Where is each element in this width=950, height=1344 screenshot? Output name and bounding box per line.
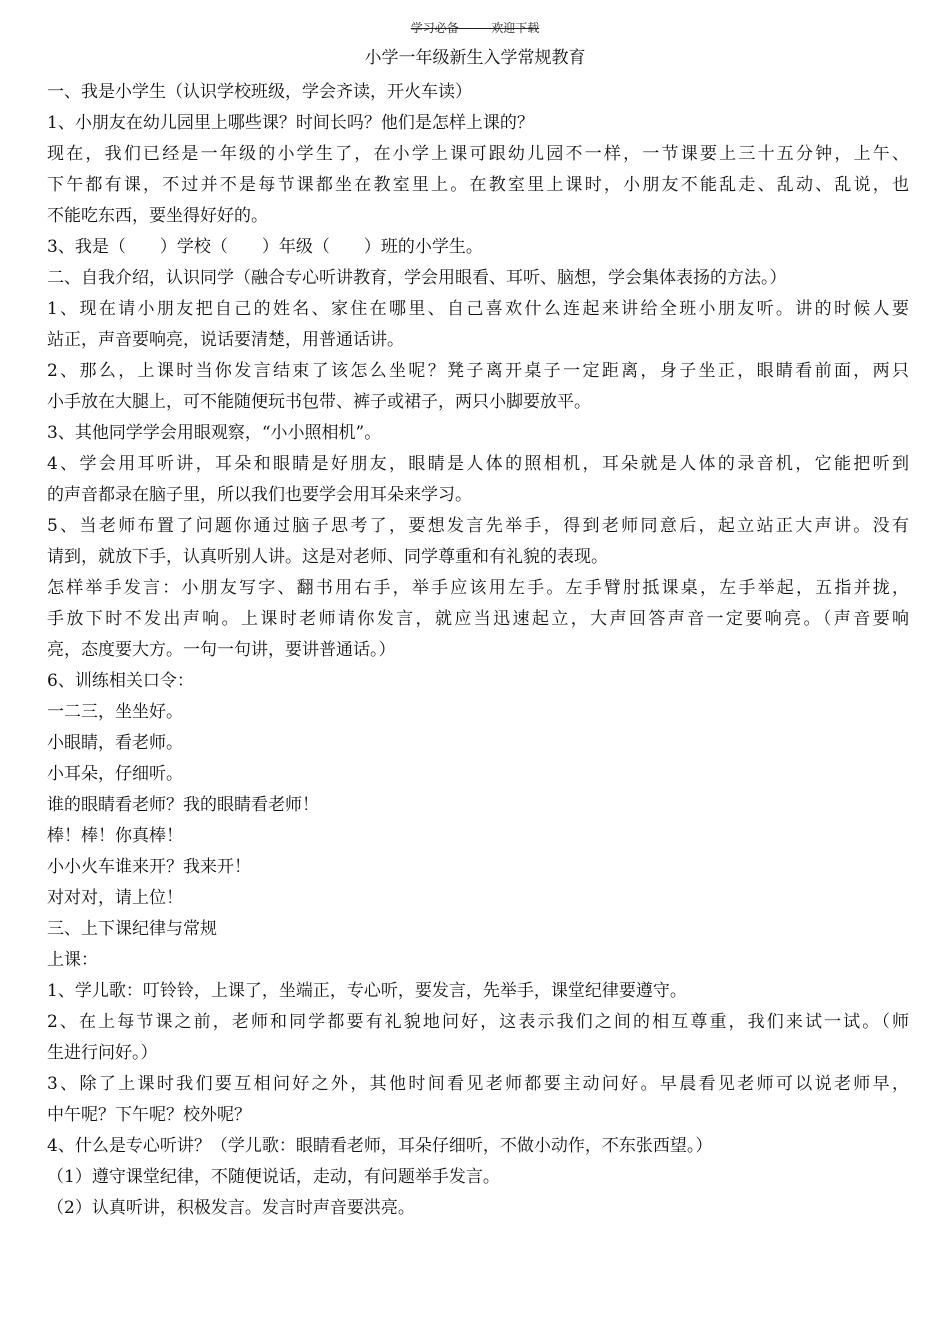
text-line: （2）认真听讲，积极发言。发言时声音要洪亮。 xyxy=(47,1198,415,1218)
text-line: 小手放在大腿上，可不能随便玩书包带、裤子或裙子，两只小脚要放平。 xyxy=(47,392,591,412)
text-line: 亮，态度要大方。一句一句讲，要讲普通话。） xyxy=(47,640,396,660)
text-line: 的声音都录在脑子里，所以我们也要学会用耳朵来学习。 xyxy=(47,485,472,505)
text-line: 二、自我介绍，认识同学（融合专心听讲教育，学会用眼看、耳听、脑想，学会集体表扬的方法。） xyxy=(47,268,787,288)
text-line: 小小火车谁来开？我来开！ xyxy=(47,857,251,877)
text-line: 1、现在请小朋友把自己的姓名、家住在哪里、自己喜欢什么连起来讲给全班小朋友听。讲的时候人要 xyxy=(47,299,909,319)
text-line: 2、那么，上课时当你发言结束了该怎么坐呢？凳子离开桌子一定距离，身子坐正，眼睛看前面，两只 xyxy=(47,361,909,381)
text-line: 小耳朵，仔细听。 xyxy=(47,764,183,784)
text-line: 中午呢？下午呢？校外呢？ xyxy=(47,1105,251,1125)
text-line: 站正，声音要响亮，说话要清楚，用普通话讲。 xyxy=(47,330,404,350)
text-line: 怎样举手发言：小朋友写字、翻书用右手，举手应该用左手。左手臂肘抵课桌，左手举起，五指并拢， xyxy=(47,578,909,598)
text-line: 一二三，坐坐好。 xyxy=(47,702,183,722)
text-line: 生进行问好。） xyxy=(47,1043,158,1063)
header-text: 学习必备--------欢迎下载 xyxy=(410,21,540,35)
text-line: 手放下时不发出声响。上课时老师请你发言，就应当迅速起立，大声回答声音一定要响亮。（声音要响 xyxy=(47,609,909,629)
text-line: 三、上下课纪律与常规 xyxy=(47,919,217,939)
text-line: 6、训练相关口令： xyxy=(47,671,194,691)
text-line: 不能吃东西，要坐得好好的。 xyxy=(47,206,268,226)
text-line: （1）遵守课堂纪律，不随便说话，走动，有问题举手发言。 xyxy=(47,1167,500,1187)
text-line: 谁的眼睛看老师？我的眼睛看老师！ xyxy=(47,795,319,815)
text-line: 3、除了上课时我们要互相问好之外，其他时间看见老师都要主动问好。早晨看见老师可以说老师早， xyxy=(47,1074,909,1094)
text-line: 上课： xyxy=(47,950,98,970)
text-line: 请到，就放下手，认真听别人讲。这是对老师、同学尊重和有礼貌的表现。 xyxy=(47,547,608,567)
text-line: 对对对，请上位！ xyxy=(47,888,183,908)
text-line: 2、在上每节课之前，老师和同学都要有礼貌地问好，这表示我们之间的相互尊重，我们来试一试。（师 xyxy=(47,1012,909,1032)
text-line: 现在，我们已经是一年级的小学生了，在小学上课可跟幼儿园不一样，一节课要上三十五分钟，上午、 xyxy=(47,144,909,164)
text-line: 一、我是小学生（认识学校班级，学会齐读，开火车读） xyxy=(47,82,472,102)
text-line: 3、我是（ ）学校（ ）年级（ ）班的小学生。 xyxy=(47,237,483,257)
page-header xyxy=(0,20,950,36)
text-line: 4、什么是专心听讲？（学儿歌：眼睛看老师，耳朵仔细听，不做小动作，不东张西望。） xyxy=(47,1136,713,1156)
text-line: 下午都有课，不过并不是每节课都坐在教室里上。在教室里上课时，小朋友不能乱走、乱动、乱说，也 xyxy=(47,175,909,195)
text-line: 4、学会用耳听讲，耳朵和眼睛是好朋友，眼睛是人体的照相机，耳朵就是人体的录音机，它能把听到 xyxy=(47,454,909,474)
text-line: 棒！棒！你真棒！ xyxy=(47,826,183,846)
text-line: 小眼睛，看老师。 xyxy=(47,733,183,753)
text-line: 3、其他同学学会用眼观察，“小小照相机”。 xyxy=(47,423,382,443)
text-line: 1、学儿歌：叮铃铃，上课了，坐端正，专心听，要发言，先举手，课堂纪律要遵守。 xyxy=(47,981,687,1001)
text-line: 5、当老师布置了问题你通过脑子思考了，要想发言先举手，得到老师同意后，起立站正大声讲。没有 xyxy=(47,516,909,536)
text-line: 1、小朋友在幼儿园里上哪些课？时间长吗？他们是怎样上课的？ xyxy=(47,113,534,133)
document-title: 小学一年级新生入学常规教育 xyxy=(364,48,586,68)
document-body xyxy=(47,77,909,1224)
